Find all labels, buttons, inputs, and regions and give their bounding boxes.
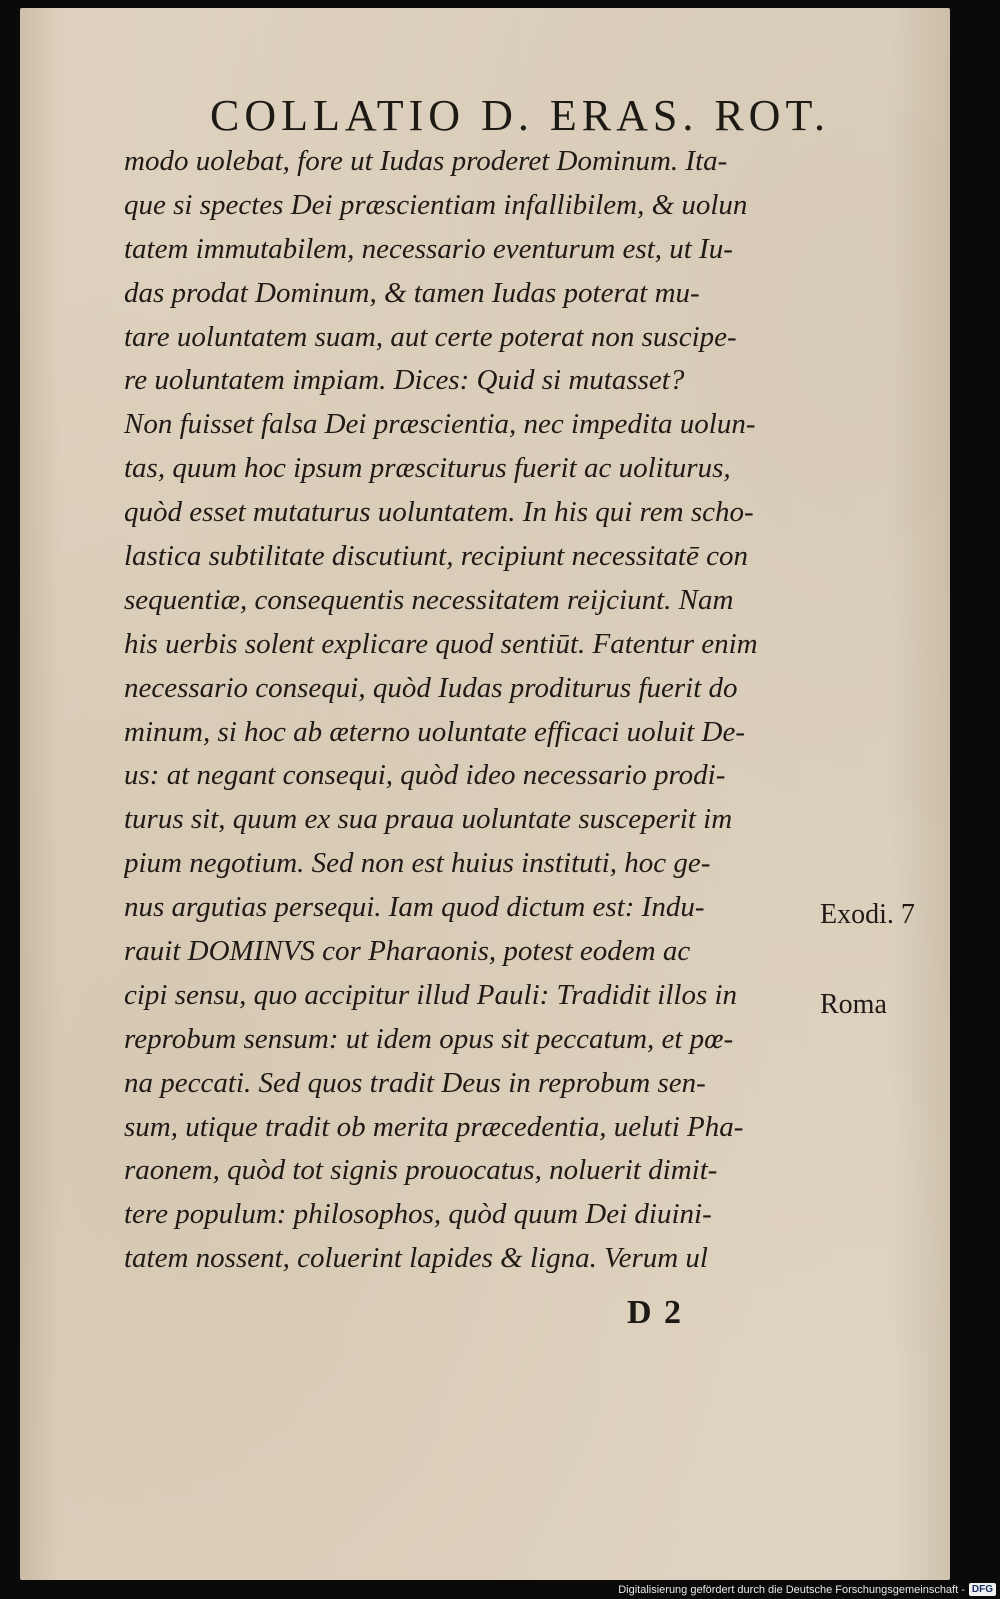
text-line: sum, utique tradit ob merita præcedentia, ueluti Pha-: [124, 1110, 744, 1143]
margin-note-romans: Roma: [820, 989, 887, 1020]
credit-text: Digitalisierung gefördert durch die Deutsche Forschungsgemeinschaft -: [618, 1583, 965, 1596]
text-line: lastica subtilitate discutiunt, recipiunt necessitatē con: [124, 540, 748, 573]
dfg-logo-icon: DFG: [969, 1583, 996, 1596]
signature-mark: D 2: [627, 1294, 684, 1331]
text-line: tere populum: philosophos, quòd quum Dei diuini-: [124, 1198, 712, 1231]
text-line: na peccati. Sed quos tradit Deus in reprobum sen-: [124, 1066, 706, 1099]
text-line: re uoluntatem impiam. Dices: Quid si mutasset?: [124, 364, 685, 397]
running-head: COLLATIO D. ERAS. ROT.: [210, 91, 831, 140]
text-line: us: at negant consequi, quòd ideo necessario prodi-: [124, 759, 726, 792]
text-line: tare uoluntatem suam, aut certe poterat non suscipe-: [124, 320, 737, 353]
text-line: que si spectes Dei præscientiam infallibilem, & uolun: [124, 188, 748, 221]
text-line: quòd esset mutaturus uoluntatem. In his qui rem scho-: [124, 496, 754, 529]
text-line: rauit DOMINVS cor Pharaonis, potest eodem ac: [124, 935, 691, 968]
text-line: reprobum sensum: ut idem opus sit peccatum, et pœ-: [124, 1022, 734, 1055]
text-line: turus sit, quum ex sua praua uoluntate susceperit im: [124, 803, 733, 836]
digitization-credit-bar: [0, 1580, 1000, 1599]
text-line: tatem nossent, coluerint lapides & ligna. Verum ul: [124, 1242, 708, 1275]
text-line: modo uolebat, fore ut Iudas proderet Dominum. Ita-: [124, 145, 728, 177]
text-line: das prodat Dominum, & tamen Iudas poterat mu-: [124, 276, 700, 309]
text-line: tatem immutabilem, necessario eventurum est, ut Iu-: [124, 232, 733, 265]
text-line: sequentiæ, consequentis necessitatem reijciunt. Nam: [124, 583, 734, 616]
text-line: tas, quum hoc ipsum præsciturus fuerit ac uoliturus,: [124, 452, 731, 485]
text-line: pium negotium. Sed non est huius instituti, hoc ge-: [124, 847, 711, 880]
text-line: his uerbis solent explicare quod sentiūt. Fatentur enim: [124, 627, 758, 660]
main-text: [124, 140, 844, 1281]
text-line: necessario consequi, quòd Iudas proditurus fuerit do: [124, 671, 738, 704]
text-line: Non fuisset falsa Dei præscientia, nec impedita uolun-: [124, 408, 756, 441]
text-line: cipi sensu, quo accipitur illud Pauli: Tradidit illos in: [124, 978, 738, 1011]
margin-note-exodus: Exodi. 7: [820, 899, 915, 930]
book-page: [20, 8, 950, 1580]
text-line: raonem, quòd tot signis prouocatus, noluerit dimit-: [124, 1154, 718, 1187]
text-line: minum, si hoc ab æterno uoluntate efficaci uoluit De-: [124, 715, 745, 748]
text-line: nus argutias persequi. Iam quod dictum est: Indu-: [124, 891, 705, 924]
